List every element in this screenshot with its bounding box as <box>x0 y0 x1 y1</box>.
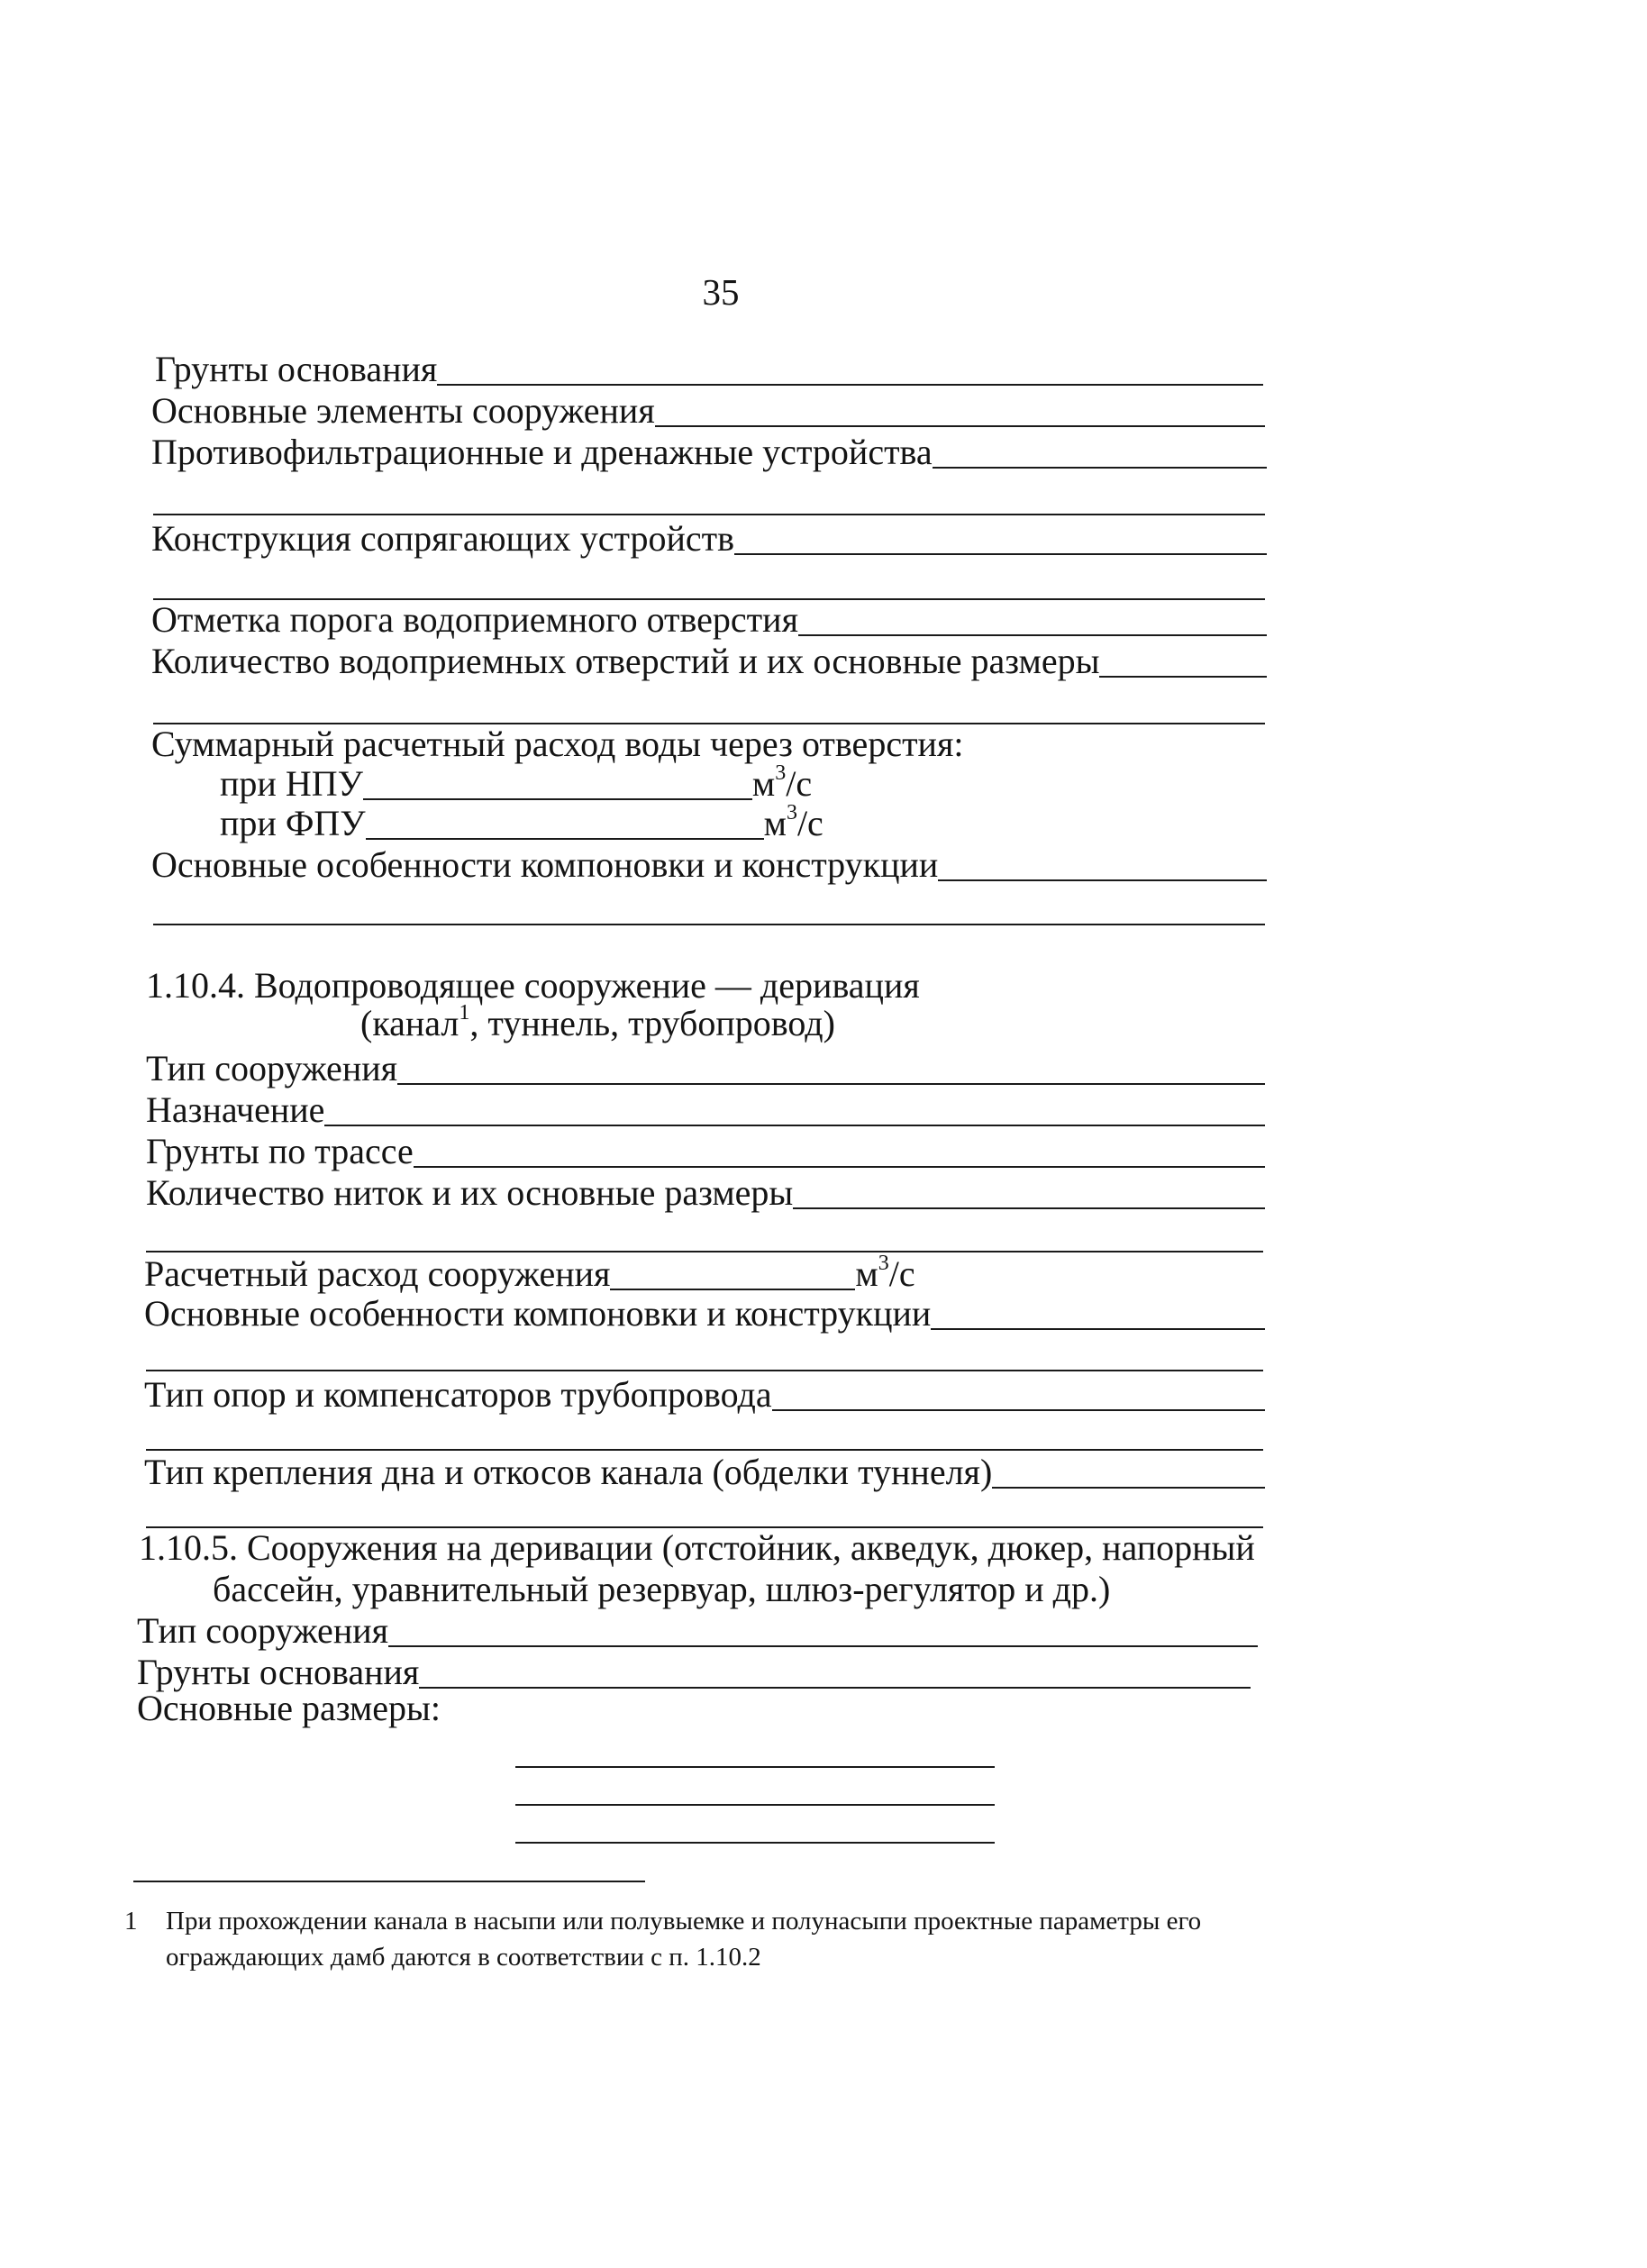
main-dims-label: Основные размеры: <box>137 1688 441 1728</box>
sill-level-field <box>151 595 1267 642</box>
supports-input[interactable] <box>772 1409 1265 1411</box>
sill-level-label: Отметка порога водоприемного отверстия <box>151 599 798 640</box>
layout-features-2-label: Основные особенности компоновки и конструкции <box>144 1293 932 1334</box>
supports-field <box>144 1370 1265 1416</box>
purpose-label: Назначение <box>146 1089 325 1130</box>
page-number: 35 <box>702 271 740 313</box>
structure-type-field <box>137 1606 1258 1653</box>
threads-field <box>146 1168 1265 1215</box>
npu-unit: $м^3/с$ <box>751 761 813 804</box>
dimension-line-3[interactable] <box>515 1842 995 1844</box>
section-1-10-4-subtitle: (канал$^1$, туннель, трубопровод) <box>360 1001 835 1043</box>
footnote-separator <box>133 1881 645 1882</box>
structure-soils-label: Грунты основания <box>137 1652 420 1692</box>
footnote-text: При прохождении канала в насыпи или полувыемке и полунасыпи проектные параметры его ограждающих дамб даются в соответствии с п. 1.10.2 <box>166 1907 1202 1972</box>
coupling-input[interactable] <box>734 553 1267 555</box>
antifiltration-label: Противофильтрационные и дренажные устройства <box>151 432 933 472</box>
main-elements-label: Основные элементы сооружения <box>151 390 655 431</box>
antifiltration-input[interactable] <box>933 467 1267 469</box>
threads-input[interactable] <box>793 1207 1265 1209</box>
soils-field <box>155 344 1263 391</box>
lining-field <box>144 1447 1265 1494</box>
coupling-field <box>151 514 1267 560</box>
purpose-field <box>146 1085 1265 1132</box>
soils-route-label: Грунты по трассе <box>146 1131 414 1171</box>
lining-input[interactable] <box>992 1487 1265 1489</box>
layout-features-2-field <box>144 1289 1265 1335</box>
threads-label: Количество ниток и их основные размеры <box>146 1172 794 1213</box>
structure-type-label: Тип сооружения <box>137 1610 389 1651</box>
total-flow-label: Суммарный расчетный расход воды через отверстия: <box>151 724 964 764</box>
footnote <box>124 1903 1251 1975</box>
coupling-label: Конструкция сопрягающих устройств <box>151 518 734 559</box>
supports-label: Тип опор и компенсаторов трубопровода <box>144 1374 772 1415</box>
soils-route-field <box>146 1126 1265 1173</box>
layout-features-field <box>151 840 1267 887</box>
dimension-line-2[interactable] <box>515 1804 995 1806</box>
openings-count-label: Количество водоприемных отверстий и их основные размеры <box>151 641 1100 681</box>
section-1-10-4-title: 1.10.4. Водопроводящее сооружение — деривация <box>146 965 920 1006</box>
lining-label: Тип крепления дна и откосов канала (обделки туннеля) <box>144 1452 993 1492</box>
type-label: Тип сооружения <box>146 1048 398 1088</box>
dimension-line-1[interactable] <box>515 1766 995 1768</box>
structure-soils-input[interactable] <box>419 1687 1251 1689</box>
layout-features-continuation-line[interactable] <box>153 924 1265 925</box>
openings-count-field <box>151 636 1267 683</box>
fpu-unit: $м^3/с$ <box>763 801 824 843</box>
npu-label: при НПУ <box>220 763 363 804</box>
layout-features-input[interactable] <box>938 879 1267 881</box>
antifiltration-field <box>151 427 1267 474</box>
design-flow-label: Расчетный расход сооружения <box>144 1253 611 1294</box>
footnote-ref: 1 <box>459 1001 470 1025</box>
soils-label: Грунты основания <box>155 349 438 389</box>
type-field <box>146 1043 1265 1090</box>
footnote-mark: 1 <box>124 1907 138 1936</box>
section-1-10-5-title: 1.10.5. Сооружения на деривации (отстойник, акведук, дюкер, напорный <box>139 1527 1255 1568</box>
fpu-flow-field <box>220 798 824 845</box>
section-1-10-5-title-line2: бассейн, уравнительный резервуар, шлюз-регулятор и др.) <box>213 1569 1111 1609</box>
layout-features-2-input[interactable] <box>931 1328 1265 1330</box>
main-elements-field <box>151 386 1265 433</box>
fpu-label: при ФПУ <box>220 803 366 843</box>
design-flow-unit: $м^3/с$ <box>855 1252 915 1294</box>
layout-features-label: Основные особенности компоновки и конструкции <box>151 844 939 885</box>
openings-count-input[interactable] <box>1099 676 1267 678</box>
